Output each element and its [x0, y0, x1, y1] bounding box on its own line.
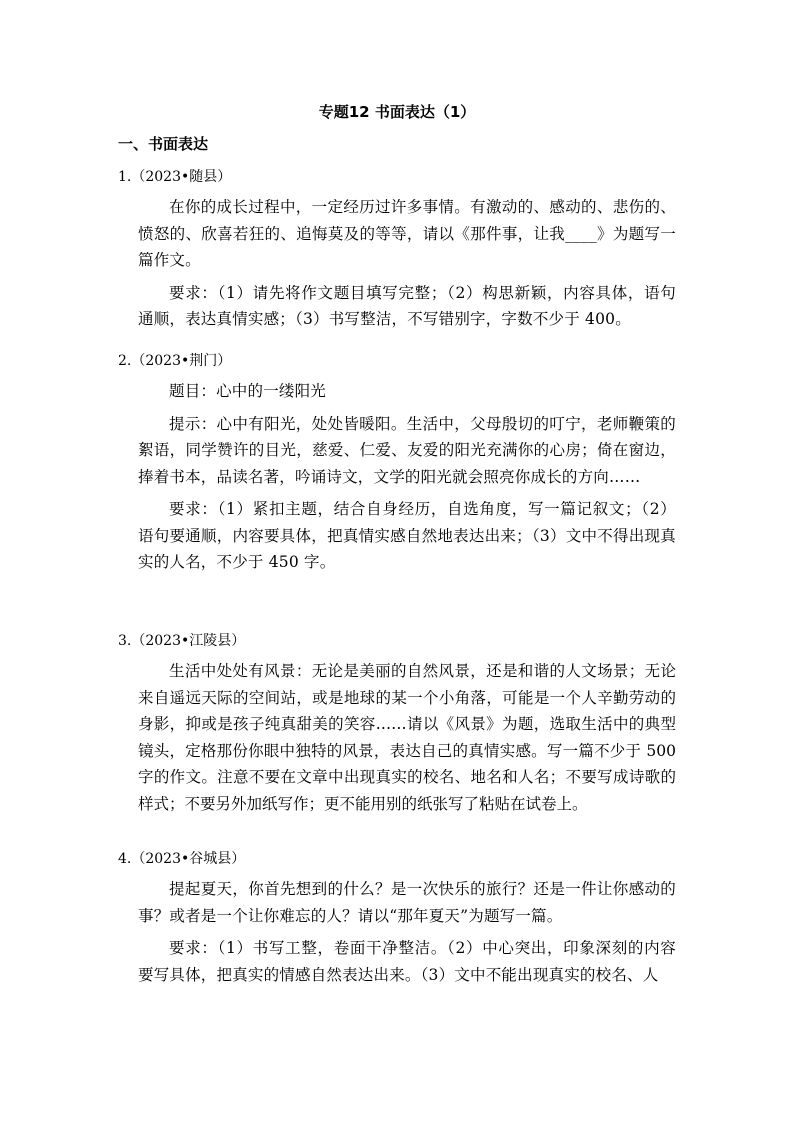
document-title: 专题12 书面表达（1） — [318, 103, 476, 121]
question-2-topic: 题目：心中的一缕阳光 — [169, 382, 327, 400]
question-1-prompt: 在你的成长过程中，一定经历过许多事情。有激动的、感动的、悲伤的、愤怒的、欣喜若狂的、追悔莫及的等等，请以《那件事，让我____》为题写一篇作文。 — [138, 198, 676, 269]
question-1-head: 1.（2023•随县） — [118, 169, 232, 185]
question-1 — [118, 166, 684, 339]
question-3-head: 3.（2023•江陵县） — [118, 633, 246, 649]
question-2-requirements: 要求：（1）紧扣主题，结合自身经历，自选角度，写一篇记叙文；（2）语句要通顺，内容要具体，把真情实感自然地表达出来；（3）文中不得出现真实的人名，不少于 450 字。 — [138, 500, 676, 571]
question-4 — [118, 848, 684, 994]
section-heading: 一、书面表达 — [118, 135, 209, 153]
question-4-prompt: 提起夏天，你首先想到的什么？是一次快乐的旅行？还是一件让你感动的事？或者是一个让你难忘的人？请以“那年夏天”为题写一篇。 — [138, 880, 676, 925]
question-4-requirements: 要求：（1）书写工整，卷面干净整洁。（2）中心突出，印象深刻的内容要写具体，把真实的情感自然表达出来。（3）文中不能出现真实的校名、人 — [138, 939, 676, 984]
question-2-hint: 提示：心中有阳光，处处皆暖阳。生活中，父母殷切的叮宁，老师鞭策的絮语，同学赞许的目光，慈爱、仁爱、友爱的阳光充满你的心房；倚在窗边，捧着书本，品读名著，吟诵诗文，文学的阳光就会照亮你成长的方向…… — [138, 414, 676, 486]
question-2 — [118, 350, 684, 582]
question-2-head: 2.（2023•荆门） — [118, 353, 232, 369]
question-4-head: 4.（2023•谷城县） — [118, 851, 246, 867]
question-3-prompt: 生活中处处有风景：无论是美丽的自然风景，还是和谐的人文场景；无论来自遥远天际的空间站，或是地球的某一个小角落，可能是一个人辛勤劳动的身影，抑或是孩子纯真甜美的笑容……请以《风景》为题，选取生活中的典型镜头，定格那份你眼中独特的风景，表达自己的真情实感。写一篇不少于 500 字的作文。注意不要在文章中出现真实的校名、地名和人名；不要写成诗歌的样式；不要另外加纸写作；更不能用别的纸张写了粘贴在试卷上。 — [138, 662, 676, 813]
question-1-requirements: 要求：（1）请先将作文题目填写完整；（2）构思新颖，内容具体，语句通顺，表达真情实感；（3）书写整洁，不写错别字，字数不少于 400。 — [138, 283, 676, 328]
question-3 — [118, 630, 684, 823]
